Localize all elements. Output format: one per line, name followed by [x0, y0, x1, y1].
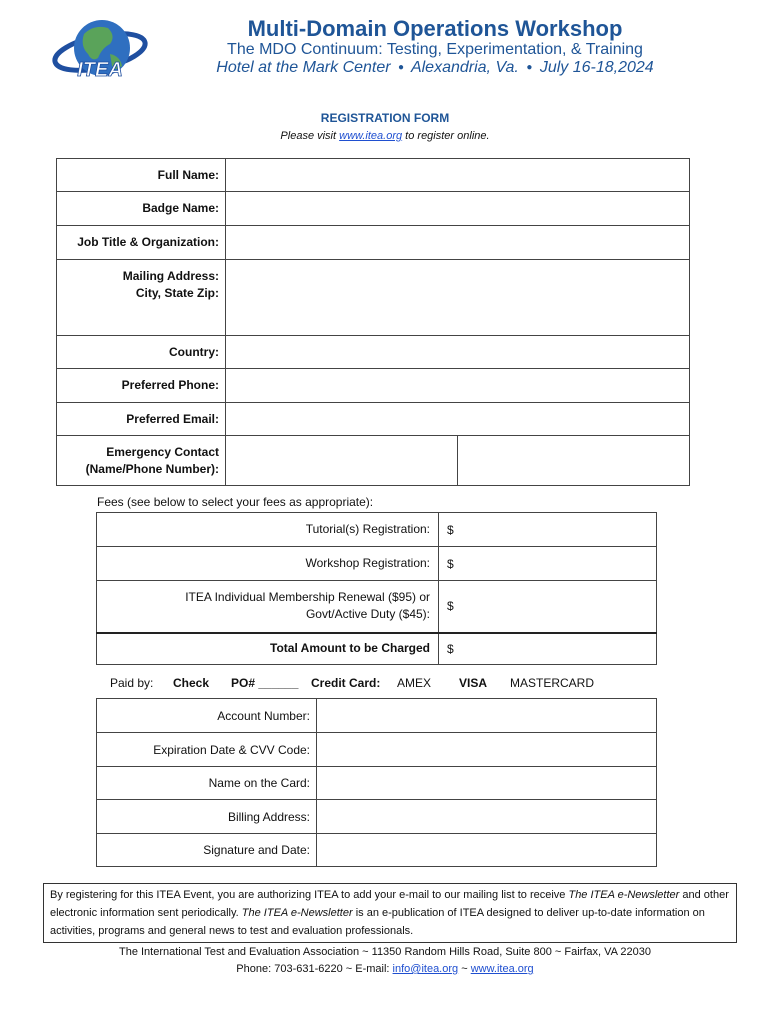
country-label: Country: — [57, 336, 226, 369]
venue-line — [200, 59, 670, 77]
account-number-label: Account Number: — [97, 699, 317, 733]
mailing-address-label — [57, 260, 226, 336]
visit-line — [0, 130, 770, 142]
card-name-label: Name on the Card: — [97, 767, 317, 800]
mastercard-option[interactable]: MASTERCARD — [510, 676, 595, 690]
full-name-field[interactable] — [226, 159, 690, 192]
badge-name-label: Badge Name: — [57, 192, 226, 226]
account-number-field[interactable] — [317, 699, 657, 733]
mailing-address-line1: Mailing Address: — [122, 269, 219, 283]
emergency-contact-line2: (Name/Phone Number): — [85, 461, 219, 476]
paid-by-label: Paid by: — [110, 676, 154, 690]
tutorial-amount-field[interactable]: $ — [439, 513, 657, 547]
mailing-address-field[interactable] — [226, 260, 690, 336]
card-name-field[interactable] — [317, 767, 657, 800]
check-option[interactable]: Check — [173, 676, 210, 690]
venue-dates: July 16-18,2024 — [539, 59, 654, 76]
job-title-label: Job Title & Organization: — [57, 226, 226, 260]
email-field[interactable] — [226, 403, 690, 436]
bullet-icon: ● — [526, 62, 533, 73]
signature-date-label: Signature and Date: — [97, 834, 317, 867]
expiration-cvv-label: Expiration Date & CVV Code: — [97, 733, 317, 767]
itea-logo — [50, 14, 150, 94]
billing-address-label: Billing Address: — [97, 800, 317, 834]
visa-option[interactable]: VISA — [459, 676, 488, 690]
billing-address-field[interactable] — [317, 800, 657, 834]
consent-text-1: By registering for this ITEA Event, you are authorizing ITEA to add your e-mail to our mailing list to receive — [50, 889, 566, 901]
page-subtitle: The MDO Continuum: Testing, Experimentation, & Training — [227, 41, 643, 58]
itea-website-link[interactable]: www.itea.org — [339, 130, 403, 142]
venue-city: Alexandria, Va. — [410, 59, 519, 76]
phone-label: Preferred Phone: — [57, 369, 226, 403]
venue-hotel: Hotel at the Mark Center — [216, 59, 391, 76]
emergency-contact-name-field[interactable] — [226, 436, 458, 486]
form-title: REGISTRATION FORM — [320, 111, 450, 125]
job-title-field[interactable] — [226, 226, 690, 260]
consent-notice — [43, 883, 737, 943]
footer-contact — [0, 963, 770, 975]
workshop-registration-label: Workshop Registration: — [97, 547, 439, 581]
footer-separator: ~ — [461, 963, 468, 975]
footer-address: The International Test and Evaluation Association ~ 11350 Random Hills Road, Suite 800 ~ Fairfax, VA 22030 — [118, 946, 651, 958]
card-table — [96, 698, 657, 867]
footer-email-link[interactable]: info@itea.org — [392, 963, 459, 975]
credit-card-label: Credit Card: — [311, 676, 381, 690]
amex-option[interactable]: AMEX — [397, 676, 432, 690]
mailing-address-line2: City, State Zip: — [135, 286, 219, 300]
phone-field[interactable] — [226, 369, 690, 403]
total-amount-field[interactable]: $ — [439, 633, 657, 665]
consent-text-3: is an e-publication of ITEA designed to deliver up-to-date information on activities, programs and general news to test and evaluation professionals. — [50, 907, 705, 937]
full-name-label: Full Name: — [57, 159, 226, 192]
email-label: Preferred Email: — [57, 403, 226, 436]
newsletter-name: The ITEA e-Newsletter — [241, 907, 353, 919]
po-option[interactable]: PO# ______ — [231, 676, 299, 690]
membership-line1: ITEA Individual Membership Renewal ($95) or — [185, 590, 430, 605]
bullet-icon: ● — [398, 62, 405, 73]
membership-line2: Govt/Active Duty ($45): — [305, 607, 430, 622]
emergency-contact-line1: Emergency Contact — [106, 444, 219, 459]
signature-date-field[interactable] — [317, 834, 657, 867]
membership-renewal-label — [97, 581, 439, 633]
footer-phone: Phone: 703-631-6220 ~ E-mail: — [236, 963, 390, 975]
consent-text-2: and other electronic information sent periodically. — [50, 889, 729, 919]
badge-name-field[interactable] — [226, 192, 690, 226]
footer-website-link[interactable]: www.itea.org — [470, 963, 534, 975]
workshop-amount-field[interactable]: $ — [439, 547, 657, 581]
newsletter-name: The ITEA e-Newsletter — [568, 889, 680, 901]
fees-note: Fees (see below to select your fees as appropriate): — [97, 495, 374, 509]
visit-suffix: to register online. — [405, 130, 490, 142]
tutorial-registration-label: Tutorial(s) Registration: — [97, 513, 439, 547]
emergency-contact-phone-field[interactable] — [458, 436, 690, 486]
registration-table — [56, 158, 690, 486]
country-field[interactable] — [226, 336, 690, 369]
expiration-cvv-field[interactable] — [317, 733, 657, 767]
page-title: Multi-Domain Operations Workshop — [247, 16, 623, 41]
total-amount-label: Total Amount to be Charged — [97, 633, 439, 665]
visit-prefix: Please visit — [280, 130, 337, 142]
logo-text: ITEA — [77, 59, 123, 81]
emergency-contact-label — [57, 436, 226, 486]
fees-table — [96, 512, 657, 665]
membership-amount-field[interactable]: $ — [439, 581, 657, 633]
